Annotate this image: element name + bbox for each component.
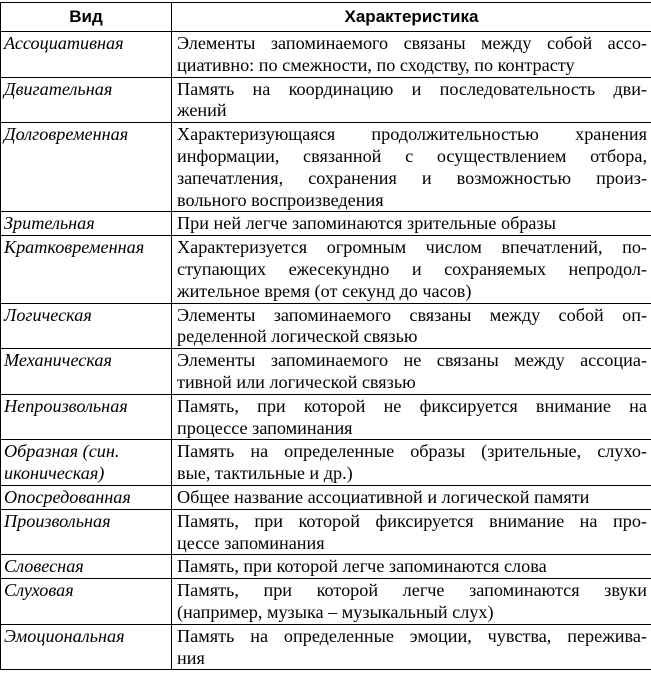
characteristic-text: Память, при которой фиксируется внимание на про-: [177, 511, 647, 533]
characteristic-text: циативно: по смежности, по сходству, по контрасту: [177, 55, 647, 77]
memory-type-name: Ассоциативная: [4, 33, 169, 55]
table-row: [1, 485, 651, 509]
characteristic-cell: [172, 77, 651, 123]
characteristic-text: жений: [177, 100, 647, 122]
characteristic-cell: [172, 349, 651, 395]
table-row: [1, 440, 651, 486]
characteristic-text: цессе запоминания: [177, 533, 647, 555]
characteristic-text: Память, при которой не фиксируется внимание на: [177, 396, 647, 418]
characteristic-text: При ней легче запоминаются зрительные образы: [177, 213, 647, 235]
table-row: [1, 212, 651, 236]
characteristic-cell: [172, 485, 651, 509]
memory-type-name: Долговременная: [4, 124, 169, 146]
characteristic-text: (например, музыка – музыкальный слух): [177, 602, 647, 624]
memory-type-name: Произвольная: [4, 511, 169, 533]
characteristic-text: Элементы запоминаемого связаны между собой ассо-: [177, 33, 647, 55]
memory-type-name: Слуховая: [4, 580, 169, 602]
characteristic-cell: [172, 555, 651, 579]
characteristic-text: информации, связанной с осуществлением отбора,: [177, 146, 647, 168]
memory-type-name: Словесная: [4, 556, 169, 578]
characteristic-text: вольного воспроизведения: [177, 190, 647, 212]
memory-type-name: Механическая: [4, 350, 169, 372]
characteristic-cell: [172, 123, 651, 212]
header-characteristic: Характеристика: [172, 3, 651, 32]
memory-type-cell: [1, 624, 172, 670]
characteristic-text: Память, при которой легче запоминаются слова: [177, 556, 647, 578]
characteristic-text: тивной или логической связью: [177, 372, 647, 394]
header-row: [1, 3, 651, 32]
characteristic-text: ределенной логической связью: [177, 326, 647, 348]
memory-type-name: иконическая): [4, 463, 169, 485]
table-row: [1, 303, 651, 349]
table-row: [1, 349, 651, 395]
table-row: [1, 509, 651, 555]
characteristic-cell: [172, 32, 651, 78]
memory-type-cell: [1, 555, 172, 579]
characteristic-text: вые, тактильные и др.): [177, 463, 647, 485]
table-row: [1, 77, 651, 123]
memory-type-cell: [1, 303, 172, 349]
characteristic-text: Характеризующаяся продолжительностью хранения: [177, 124, 647, 146]
table-row: [1, 236, 651, 303]
memory-type-cell: [1, 32, 172, 78]
header-kind: Вид: [1, 3, 172, 32]
characteristic-text: Элементы запоминаемого связаны между собой оп-: [177, 305, 647, 327]
characteristic-text: жительное время (от секунд до часов): [177, 281, 647, 303]
characteristic-text: ния: [177, 648, 647, 670]
characteristic-text: Память на определенные эмоции, чувства, пережива-: [177, 626, 647, 648]
characteristic-cell: [172, 394, 651, 440]
memory-types-table: [0, 2, 651, 670]
memory-type-cell: [1, 485, 172, 509]
table-row: [1, 579, 651, 625]
memory-type-name: Опосредованная: [4, 487, 169, 509]
characteristic-text: Элементы запоминаемого не связаны между ассоциа-: [177, 350, 647, 372]
characteristic-text: Память на определенные образы (зрительные, слухо-: [177, 441, 647, 463]
memory-type-cell: [1, 394, 172, 440]
characteristic-text: ступающих ежесекундно и сохраняемых непродол-: [177, 259, 647, 281]
characteristic-text: Характеризуется огромным числом впечатлений, по-: [177, 237, 647, 259]
characteristic-cell: [172, 579, 651, 625]
characteristic-cell: [172, 624, 651, 670]
characteristic-cell: [172, 509, 651, 555]
memory-type-cell: [1, 212, 172, 236]
memory-type-name: Логическая: [4, 305, 169, 327]
characteristic-text: запечатления, сохранения и возможностью произ-: [177, 168, 647, 190]
characteristic-cell: [172, 440, 651, 486]
memory-type-cell: [1, 440, 172, 486]
memory-type-cell: [1, 509, 172, 555]
characteristic-cell: [172, 212, 651, 236]
table-row: [1, 32, 651, 78]
characteristic-text: процессе запоминания: [177, 418, 647, 440]
table-row: [1, 123, 651, 212]
characteristic-text: Память, при которой легче запоминаются звуки: [177, 580, 647, 602]
characteristic-text: Общее название ассоциативной и логической памяти: [177, 487, 647, 509]
table-row: [1, 624, 651, 670]
memory-type-name: Эмоциональная: [4, 626, 169, 648]
table-body: [1, 32, 651, 670]
memory-type-name: Образная (син.: [4, 441, 169, 463]
memory-type-name: Кратковременная: [4, 237, 169, 259]
table-row: [1, 394, 651, 440]
table-row: [1, 555, 651, 579]
memory-type-cell: [1, 236, 172, 303]
characteristic-cell: [172, 303, 651, 349]
characteristic-text: Память на координацию и последовательность дви-: [177, 79, 647, 101]
characteristic-cell: [172, 236, 651, 303]
memory-type-cell: [1, 579, 172, 625]
memory-type-cell: [1, 77, 172, 123]
memory-type-name: Двигательная: [4, 79, 169, 101]
memory-type-name: Непроизвольная: [4, 396, 169, 418]
memory-type-cell: [1, 349, 172, 395]
memory-type-name: Зрительная: [4, 213, 169, 235]
memory-type-cell: [1, 123, 172, 212]
